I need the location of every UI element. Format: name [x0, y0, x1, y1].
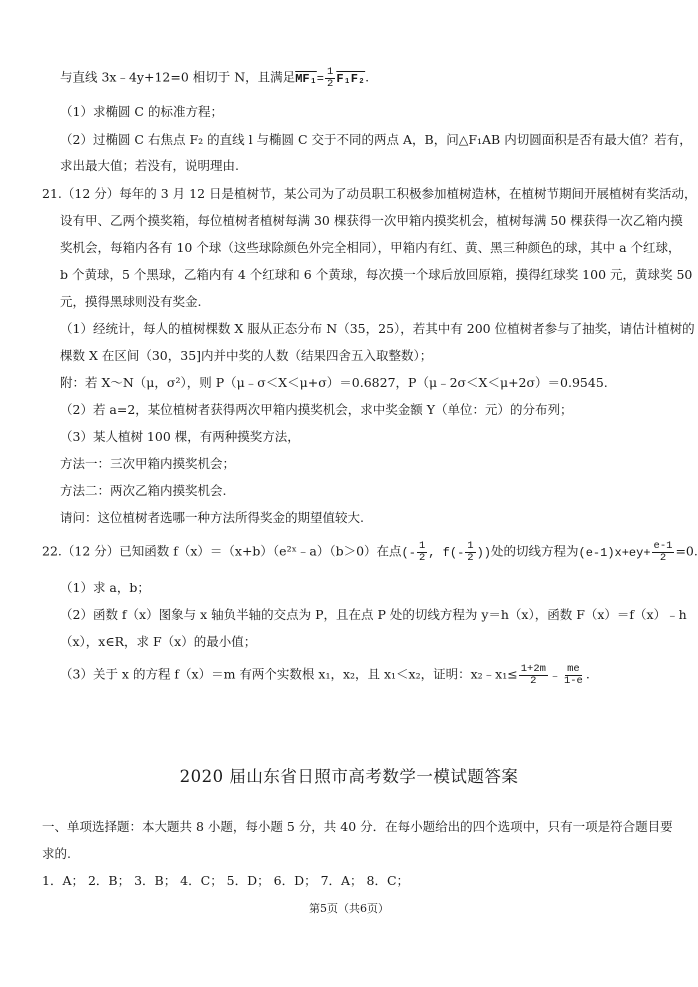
q21-part2: （2）若 a=2，某位植树者获得两次甲箱内摸奖机会，求中奖金额 Y（单位：元）的分布列； — [60, 402, 573, 417]
minus-sign: - — [408, 545, 416, 560]
q20-part2-line2: 求出最大值；若没有，说明理由. — [60, 158, 239, 173]
equals-sign: = — [316, 71, 324, 86]
fraction-e-minus-1-over-2 — [652, 541, 675, 564]
q20-part2-line1: （2）过椭圆 C 右焦点 F₂ 的直线 l 与椭圆 C 交于不同的两点 A，B，问△F₁AB 内切圆面积是否有最大值？若有， — [60, 132, 692, 147]
q21-part1-line2: 棵数 X 在区间（30，35]内并中奖的人数（结果四舍五入取整数）； — [60, 348, 433, 363]
text-tangent-condition: 与直线 3x﹣4y+12=0 相切于 N，且满足 — [60, 69, 296, 85]
q22-part2-line1: （2）函数 f（x）图象与 x 轴负半轴的交点为 P，且在点 P 处的切线方程为 y＝h（x），函数 F（x）＝f（x）﹣h — [60, 607, 687, 622]
period: . — [585, 666, 590, 682]
q21-line1: 21.（12 分）每年的 3 月 12 日是植树节，某公司为了动员职工积极参加植树造林，在植树节期间开展植树有奖活动， — [42, 186, 697, 201]
fraction-numerator: e-1 — [653, 540, 673, 552]
answer-section-title: 2020 届山东省日照市高考数学一模试题答案 — [179, 767, 519, 786]
fraction-denominator: 2 — [659, 552, 667, 564]
fraction-denominator: 2 — [530, 675, 537, 687]
minus-sign-2: - — [457, 545, 465, 560]
comma-f: , f( — [428, 545, 458, 560]
answers-list: 1．A； 2．B； 3．B； 4．C； 5．D； 6．D； 7．A； 8．C； — [42, 873, 410, 888]
paren-close: )) — [476, 545, 491, 560]
answers-instructions-line1: 一、单项选择题：本大题共 8 小题，每小题 5 分，共 40 分．在每小题给出的四个选项中，只有一项是符合题目要 — [42, 819, 673, 834]
fraction-numerator: 1 — [467, 540, 474, 552]
fraction-denominator: 1-e — [563, 675, 583, 687]
q22-function-text: 22.（12 分）已知函数 f（x）＝（x+b）（e²ˣ﹣a）（b＞0）在点 — [42, 543, 402, 559]
q22-part1: （1）求 a，b； — [60, 580, 150, 595]
period: . — [365, 69, 370, 85]
vector-equation — [295, 66, 366, 90]
fraction-numerator: 1 — [327, 66, 334, 78]
fraction-numerator: 1 — [418, 540, 426, 552]
tangent-lhs: (e-1)x+ey+ — [578, 545, 651, 560]
tangent-rhs: =0. — [675, 543, 698, 559]
paren-open: ( — [401, 545, 409, 560]
answers-instructions-line2: 求的. — [42, 846, 71, 861]
q22-part3-text: （3）关于 x 的方程 f（x）＝m 有两个实数根 x₁，x₂，且 x₁＜x₂，证明：x₂﹣x₁≤ — [60, 666, 518, 682]
q21-line2: 设有甲、乙两个摸奖箱，每位植树者植树每满 30 棵获得一次甲箱内摸奖机会，植树每满 50 棵获得一次乙箱内摸 — [60, 213, 683, 228]
fraction-denominator: 2 — [327, 78, 334, 90]
q21-line5: 元，摸得黑球则没有奖金. — [60, 294, 202, 309]
page-footer: 第5页（共6页） — [309, 902, 389, 915]
fraction-one-half-a — [417, 541, 427, 564]
q21-part3: （3）某人植树 100 棵，有两种摸奖方法， — [60, 429, 300, 444]
tangent-equation — [578, 540, 676, 564]
q21-line4: b 个黄球，5 个黑球，乙箱内有 4 个红球和 6 个黄球，每次摸一个球后放回原箱，摸得红球奖 100 元，黄球奖 50 — [60, 267, 693, 282]
fraction-me-over-1-minus-e — [562, 664, 585, 687]
q22-part3 — [60, 664, 590, 687]
q21-question: 请问：这位植树者选哪一种方法所得奖金的期望值较大. — [60, 510, 364, 525]
fraction-numerator: me — [567, 663, 580, 675]
q22-line1 — [42, 541, 698, 564]
vector-f1f2: F₁F₂ — [336, 71, 366, 86]
fraction-numerator: 1+2m — [520, 663, 546, 675]
tangent-text: 处的切线方程为 — [491, 543, 579, 559]
vector-mf1: MF₁ — [295, 71, 317, 86]
fraction-denominator: 2 — [418, 552, 426, 564]
q21-method1: 方法一：三次甲箱内摸奖机会； — [60, 456, 236, 471]
q22-part2-line2: （x），x∈R，求 F（x）的最小值； — [60, 634, 257, 649]
q21-appendix: 附：若 X～N（μ，σ²），则 P（μ﹣σ＜X＜μ+σ）＝0.6827，P（μ﹣2σ＜X＜μ+2σ）＝0.9545. — [60, 375, 608, 390]
fraction-1-plus-2m-over-2 — [519, 664, 548, 687]
q21-method2: 方法二：两次乙箱内摸奖机会. — [60, 483, 227, 498]
line-ellipse-tangent — [60, 67, 369, 90]
fraction-one-half-b — [465, 541, 475, 564]
point-expression — [401, 540, 491, 564]
q21-line3: 奖机会，每箱内各有 10 个球（这些球除颜色外完全相同），甲箱内有红、黄、黑三种颜色的球，其中 a 个红球， — [60, 240, 681, 255]
q21-part1-line1: （1）经统计，每人的植树棵数 X 服从正态分布 N（35，25），若其中有 200 位植树者参与了抽奖，请估计植树的 — [60, 321, 695, 336]
fraction-denominator: 2 — [467, 552, 474, 564]
fraction-one-half — [325, 67, 335, 90]
q20-part1: （1）求椭圆 C 的标准方程； — [60, 104, 223, 119]
minus-sign: ﹣ — [548, 668, 561, 683]
inequality-expression — [518, 663, 586, 687]
